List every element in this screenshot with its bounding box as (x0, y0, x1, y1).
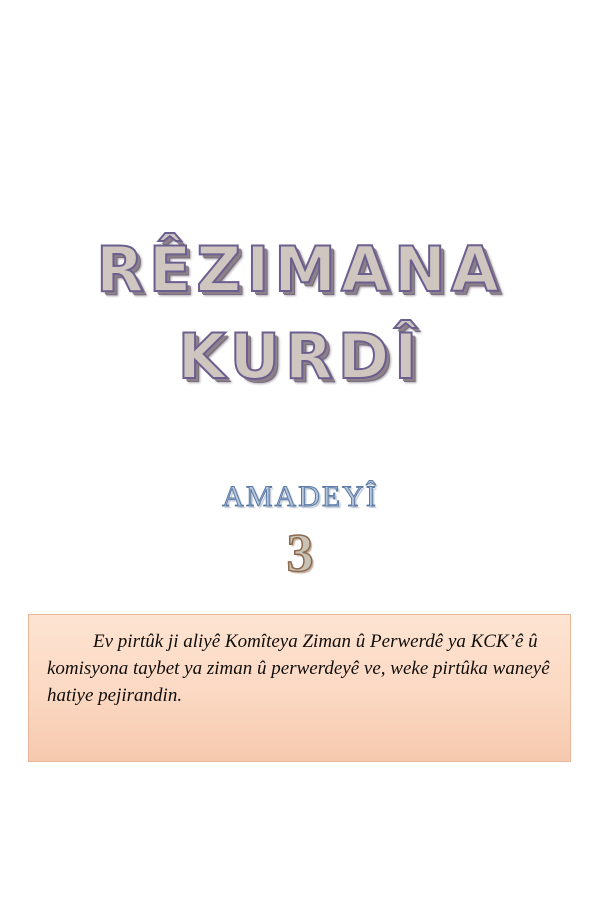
book-subtitle: AMADEYÎ (222, 480, 378, 513)
book-title-line-1: RÊZIMANA (96, 233, 504, 306)
book-volume-number: 3 (286, 523, 314, 583)
approval-note-text: Ev pirtûk ji aliyê Komîteya Ziman û Perwerdê ya KCK’ê û komisyona taybet ya ziman û perwerdeyê ve, weke pirtûka waneyê hatiye pejirandin. (47, 631, 550, 706)
book-title (0, 233, 600, 393)
approval-note-box (28, 614, 571, 762)
book-title-line-2: KURDÎ (177, 319, 423, 393)
